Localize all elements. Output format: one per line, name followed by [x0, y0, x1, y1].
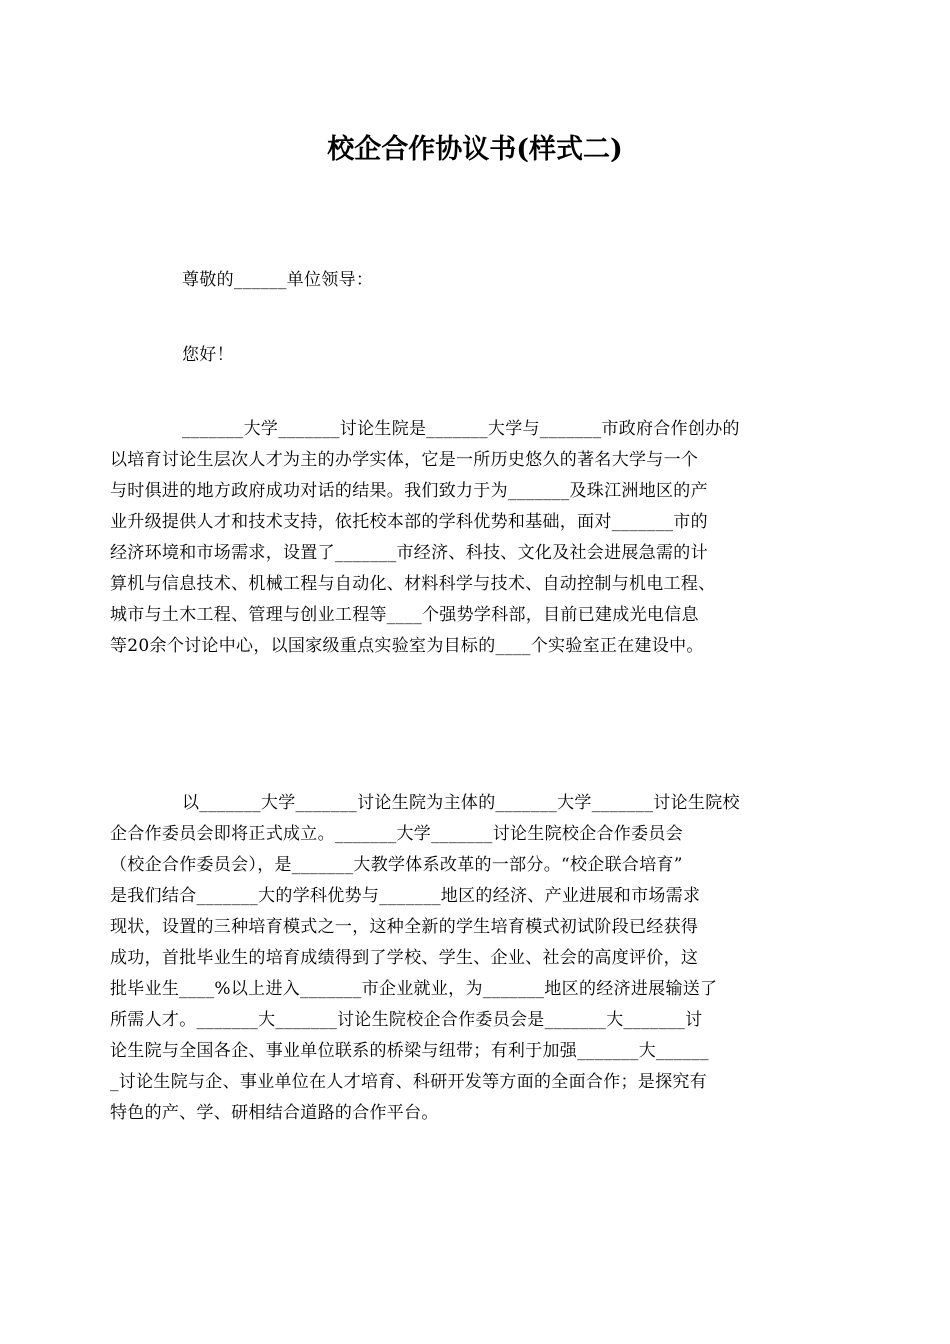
paragraph-line: 所需人才。_______大_______讨论生院校企合作委员会是_______大_______讨 — [110, 1010, 703, 1030]
paragraph-line: 算机与信息技术、机械工程与自动化、材料科学与技术、自动控制与机电工程、 — [110, 574, 716, 594]
body-paragraph-2 — [110, 788, 818, 1129]
body-paragraph-1 — [110, 414, 818, 662]
paragraph-line: （校企合作委员会），是_______大教学体系改革的一部分。“校企联合培育” — [110, 855, 683, 875]
paragraph-line: 业升级提供人才和技术支持，依托校本部的学科优势和基础，面对_______市的 — [110, 512, 708, 532]
greeting: 您好！ — [182, 345, 234, 365]
paragraph-line: 城市与土木工程、管理与创业工程等____个强势学科部，目前已建成光电信息 — [110, 605, 699, 625]
paragraph-line: _______大学_______讨论生院是_______大学与_______市政府合作创办的 — [182, 419, 740, 439]
paragraph-line: 以_______大学_______讨论生院为主体的_______大学_______讨论生院校 — [182, 793, 740, 813]
document-title: 校企合作协议书(样式二) — [327, 134, 623, 165]
paragraph-line: 等20余个讨论中心，以国家级重点实验室为目标的____个实验室正在建设中。 — [110, 636, 704, 656]
paragraph-line: 现状，设置的三种培育模式之一，这种全新的学生培育模式初试阶段已经获得 — [110, 917, 699, 937]
paragraph-line: _讨论生院与企、事业单位在人才培育、科研开发等方面的全面合作；是探究有 — [110, 1072, 707, 1092]
paragraph-line: 特色的产、学、研相结合道路的合作平台。 — [110, 1103, 439, 1123]
paragraph-line: 经济环境和市场需求，设置了_______市经济、科技、文化及社会进展急需的计 — [110, 543, 708, 563]
paragraph-line: 批毕业生____%以上进入_______市企业就业，为_______地区的经济进展输送了 — [110, 979, 718, 999]
paragraph-line: 以培育讨论生层次人才为主的办学实体，它是一所历史悠久的著名大学与一个 — [110, 450, 699, 470]
paragraph-line: 企合作委员会即将正式成立。_______大学_______讨论生院校企合作委员会 — [110, 824, 683, 844]
paragraph-line: 论生院与全国各企、事业单位联系的桥梁与纽带；有利于加强_______大______ — [110, 1041, 709, 1061]
paragraph-line: 成功，首批毕业生的培育成绩得到了学校、学生、企业、社会的高度评价，这 — [110, 948, 699, 968]
paragraph-line: 与时俱进的地方政府成功对话的结果。我们致力于为_______及珠江洲地区的产 — [110, 481, 708, 501]
salutation: 尊敬的______单位领导： — [182, 270, 374, 290]
paragraph-line: 是我们结合_______大的学科优势与_______地区的经济、产业进展和市场需求 — [110, 886, 701, 906]
